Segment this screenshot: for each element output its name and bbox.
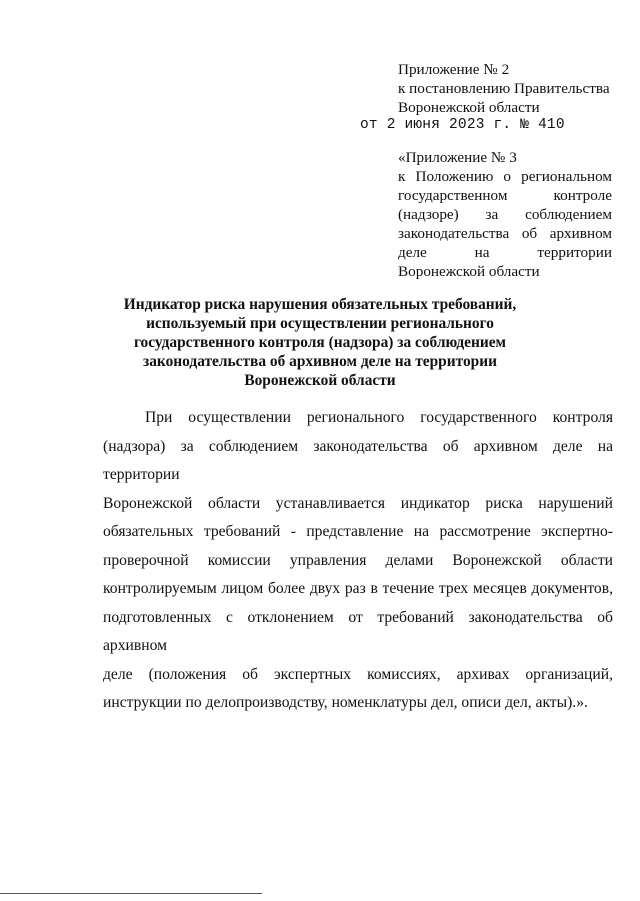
title-line: Воронежской области xyxy=(244,372,396,389)
regulation-reference xyxy=(398,148,612,281)
body-line: контролируемым лицом более двух раз в течение трех месяцев документов, xyxy=(103,580,613,597)
title-line: Индикатор риска нарушения обязательных требований, xyxy=(123,296,517,313)
body-line: При осуществлении регионального государственного контроля xyxy=(145,409,613,426)
body-line: обязательных требований - представление на рассмотрение экспертно- xyxy=(103,523,613,540)
footer-divider xyxy=(0,893,262,894)
title-line: используемый при осуществлении регионального xyxy=(146,315,494,332)
document-title xyxy=(100,295,540,390)
body-line: проверочной комиссии управления делами Воронежской области xyxy=(103,551,613,569)
regulation-line: Воронежской области xyxy=(398,263,540,280)
body-line: Воронежской области устанавливается индикатор риска нарушений xyxy=(103,494,613,512)
regulation-line: к Положению о региональном xyxy=(398,168,612,185)
regulation-line: (надзоре) за соблюдением xyxy=(398,206,612,223)
regulation-line: «Приложение № 3 xyxy=(398,149,517,166)
decree-date-number: от 2 июня 2023 г. № 410 xyxy=(360,117,565,133)
appendix-line: Приложение № 2 xyxy=(398,61,510,78)
title-line: законодательства об архивном деле на территории xyxy=(143,353,497,370)
appendix-line: к постановлению Правительства xyxy=(398,80,610,97)
title-line: государственного контроля (надзора) за соблюдением xyxy=(133,334,507,351)
body-line: деле (положения об экспертных комиссиях, архивах организаций, xyxy=(103,665,613,683)
appendix-line: Воронежской области xyxy=(398,99,540,116)
body-line: (надзора) за соблюдением законодательства об архивном деле на территории xyxy=(103,437,613,483)
appendix-header xyxy=(398,60,620,117)
regulation-line: деле на территории xyxy=(398,244,612,261)
body-line: инструкции по делопроизводству, номенклатуры дел, описи дел, акты).». xyxy=(103,694,588,711)
body-line: подготовленных с отклонением от требований законодательства об архивном xyxy=(103,608,613,654)
regulation-line: законодательства об архивном xyxy=(398,225,612,242)
body-paragraph xyxy=(103,404,613,718)
regulation-line: государственном контроле xyxy=(398,187,612,204)
